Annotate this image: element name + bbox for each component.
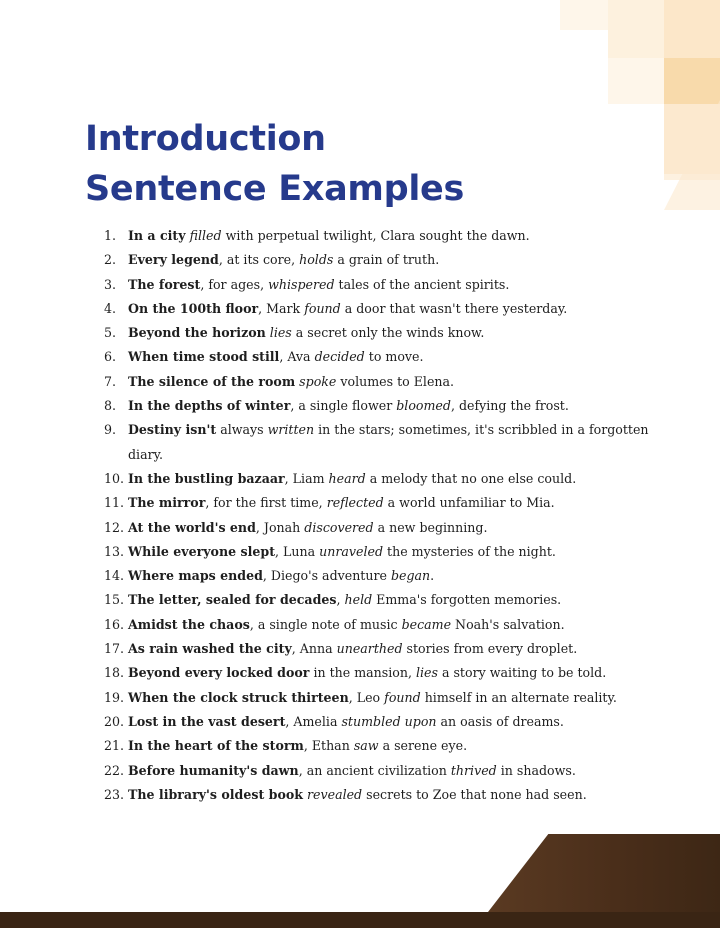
- item-verb: bloomed: [396, 398, 451, 414]
- decor-fold: [664, 100, 720, 210]
- list-item: [104, 588, 664, 612]
- list-item: [104, 710, 664, 734]
- list-item: [104, 491, 664, 515]
- item-verb: stumbled upon: [341, 713, 437, 729]
- item-text: a world unfamiliar to Mia.: [383, 495, 555, 511]
- list-item: [104, 418, 664, 467]
- item-text: Emma's forgotten memories.: [372, 592, 562, 608]
- item-text: the mysteries of the night.: [383, 543, 556, 559]
- item-lead-phrase: While everyone slept: [128, 543, 276, 559]
- item-text: , Luna: [275, 543, 320, 559]
- item-text: .: [430, 568, 435, 584]
- item-lead-phrase: Every legend: [128, 252, 219, 268]
- list-item: [104, 564, 664, 588]
- examples-list: [104, 224, 664, 807]
- item-verb: lies: [269, 325, 292, 341]
- item-verb: written: [267, 422, 315, 438]
- page-title: [85, 114, 464, 214]
- item-number: 4.: [104, 300, 117, 316]
- list-item: [104, 783, 664, 807]
- item-lead-phrase: The letter, sealed for decades: [128, 592, 337, 608]
- item-number: 11.: [104, 495, 125, 511]
- item-text: secrets to Zoe that none had seen.: [362, 786, 587, 802]
- item-text: , for ages,: [200, 276, 269, 292]
- item-verb: saw: [353, 738, 379, 754]
- item-verb: unraveled: [319, 543, 384, 559]
- item-number: 7.: [104, 373, 117, 389]
- item-verb: filled: [189, 228, 222, 243]
- item-number: 2.: [104, 252, 117, 268]
- item-number: 15.: [104, 592, 125, 608]
- list-item: [104, 273, 664, 297]
- item-lead-phrase: Amidst the chaos: [128, 616, 250, 632]
- list-item: [104, 516, 664, 540]
- item-text: himself in an alternate reality.: [420, 689, 617, 705]
- list-item: [104, 224, 664, 248]
- item-text: an oasis of dreams.: [436, 713, 564, 729]
- item-verb: held: [344, 592, 373, 608]
- decor-tile: [608, 0, 664, 58]
- item-verb: decided: [314, 349, 365, 365]
- item-text: Noah's salvation.: [451, 616, 565, 632]
- item-lead-phrase: The mirror: [128, 495, 206, 511]
- list-item: [104, 370, 664, 394]
- item-number: 17.: [104, 641, 125, 657]
- item-text: volumes to Elena.: [336, 373, 455, 389]
- item-lead-phrase: In the bustling bazaar: [128, 470, 285, 486]
- item-text: , Ethan: [303, 738, 354, 754]
- item-text: a grain of truth.: [333, 252, 440, 268]
- decor-bottom-corner: [488, 834, 720, 912]
- list-item: [104, 321, 664, 345]
- list-item: [104, 345, 664, 369]
- item-lead-phrase: The library's oldest book: [128, 786, 304, 802]
- item-lead-phrase: In a city: [128, 228, 186, 243]
- item-lead-phrase: Lost in the vast desert: [128, 713, 286, 729]
- item-number: 12.: [104, 519, 125, 535]
- item-text: a door that wasn't there yesterday.: [340, 300, 568, 316]
- list-item: [104, 540, 664, 564]
- title-line-1: Introduction: [85, 119, 326, 159]
- title-line-2: Sentence Examples: [85, 169, 465, 209]
- item-text: ,: [336, 592, 345, 608]
- item-text: a new beginning.: [373, 519, 488, 535]
- item-text: , Amelia: [285, 713, 342, 729]
- item-lead-phrase: Destiny isn't: [128, 422, 217, 438]
- decor-tile: [664, 0, 720, 58]
- item-text: , Liam: [284, 470, 329, 486]
- item-number: 21.: [104, 738, 125, 754]
- item-lead-phrase: At the world's end: [128, 519, 256, 535]
- item-number: 10.: [104, 470, 125, 486]
- item-text: , for the first time,: [205, 495, 327, 511]
- decor-bottom-bar: [0, 912, 720, 928]
- decor-tile: [664, 58, 720, 104]
- item-lead-phrase: The forest: [128, 276, 201, 292]
- list-item: [104, 394, 664, 418]
- item-text: , an ancient civilization: [298, 762, 451, 778]
- item-text: , a single note of music: [249, 616, 402, 632]
- item-verb: found: [384, 689, 421, 705]
- item-verb: whispered: [268, 276, 335, 292]
- list-item: [104, 734, 664, 758]
- item-number: 5.: [104, 325, 117, 341]
- item-verb: holds: [299, 252, 334, 268]
- item-number: 6.: [104, 349, 117, 365]
- item-number: 19.: [104, 689, 125, 705]
- list-item: [104, 759, 664, 783]
- list-item: [104, 637, 664, 661]
- item-text: to move.: [364, 349, 424, 365]
- item-verb: discovered: [304, 519, 374, 535]
- item-verb: spoke: [299, 373, 337, 389]
- decor-tile: [560, 0, 608, 30]
- item-text: , Leo: [348, 689, 385, 705]
- item-text: with perpetual twilight, Clara sought the dawn.: [221, 228, 530, 243]
- item-text: in the stars; sometimes, it's scribbled in a forgotten diary.: [128, 422, 649, 462]
- decor-tile: [608, 58, 664, 104]
- item-text: , Jonah: [255, 519, 305, 535]
- item-verb: became: [401, 616, 452, 632]
- list-item: [104, 686, 664, 710]
- item-lead-phrase: On the 100th floor: [128, 300, 259, 316]
- item-lead-phrase: In the heart of the storm: [128, 738, 304, 754]
- item-lead-phrase: Beyond the horizon: [128, 325, 266, 341]
- item-verb: found: [304, 300, 341, 316]
- item-lead-phrase: As rain washed the city: [128, 641, 292, 657]
- item-number: 20.: [104, 713, 125, 729]
- item-number: 1.: [104, 228, 117, 243]
- list-item: [104, 661, 664, 685]
- item-text: a melody that no one else could.: [365, 470, 577, 486]
- item-number: 13.: [104, 543, 125, 559]
- item-text: , defying the frost.: [450, 398, 569, 414]
- list-item: [104, 613, 664, 637]
- item-number: 8.: [104, 398, 117, 414]
- item-number: 23.: [104, 786, 125, 802]
- item-lead-phrase: Beyond every locked door: [128, 665, 310, 681]
- list-item: [104, 297, 664, 321]
- item-lead-phrase: In the depths of winter: [128, 398, 291, 414]
- item-verb: unearthed: [336, 641, 403, 657]
- item-text: always: [216, 422, 268, 438]
- item-number: 3.: [104, 276, 117, 292]
- item-text: a serene eye.: [378, 738, 468, 754]
- item-text: , Diego's adventure: [262, 568, 391, 584]
- item-verb: began: [390, 568, 431, 584]
- item-text: , Ava: [279, 349, 315, 365]
- item-text: a secret only the winds know.: [291, 325, 485, 341]
- item-verb: lies: [415, 665, 438, 681]
- item-text: , Anna: [291, 641, 337, 657]
- item-text: tales of the ancient spirits.: [334, 276, 510, 292]
- list-item: [104, 467, 664, 491]
- item-number: 18.: [104, 665, 125, 681]
- item-text: a story waiting to be told.: [437, 665, 607, 681]
- item-lead-phrase: When time stood still: [128, 349, 280, 365]
- item-text: stories from every droplet.: [402, 641, 578, 657]
- item-verb: heard: [328, 470, 366, 486]
- item-text: in shadows.: [496, 762, 576, 778]
- item-lead-phrase: When the clock struck thirteen: [128, 689, 349, 705]
- item-text: in the mansion,: [309, 665, 416, 681]
- item-verb: thrived: [450, 762, 497, 778]
- item-number: 16.: [104, 616, 125, 632]
- list-item: [104, 248, 664, 272]
- item-lead-phrase: The silence of the room: [128, 373, 296, 389]
- item-number: 14.: [104, 568, 125, 584]
- item-number: 9.: [104, 422, 117, 438]
- item-text: , a single flower: [290, 398, 397, 414]
- item-verb: revealed: [307, 786, 363, 802]
- item-text: , Mark: [258, 300, 305, 316]
- item-lead-phrase: Where maps ended: [128, 568, 263, 584]
- item-text: , at its core,: [218, 252, 300, 268]
- item-number: 22.: [104, 762, 125, 778]
- item-lead-phrase: Before humanity's dawn: [128, 762, 299, 778]
- item-verb: reflected: [326, 495, 384, 511]
